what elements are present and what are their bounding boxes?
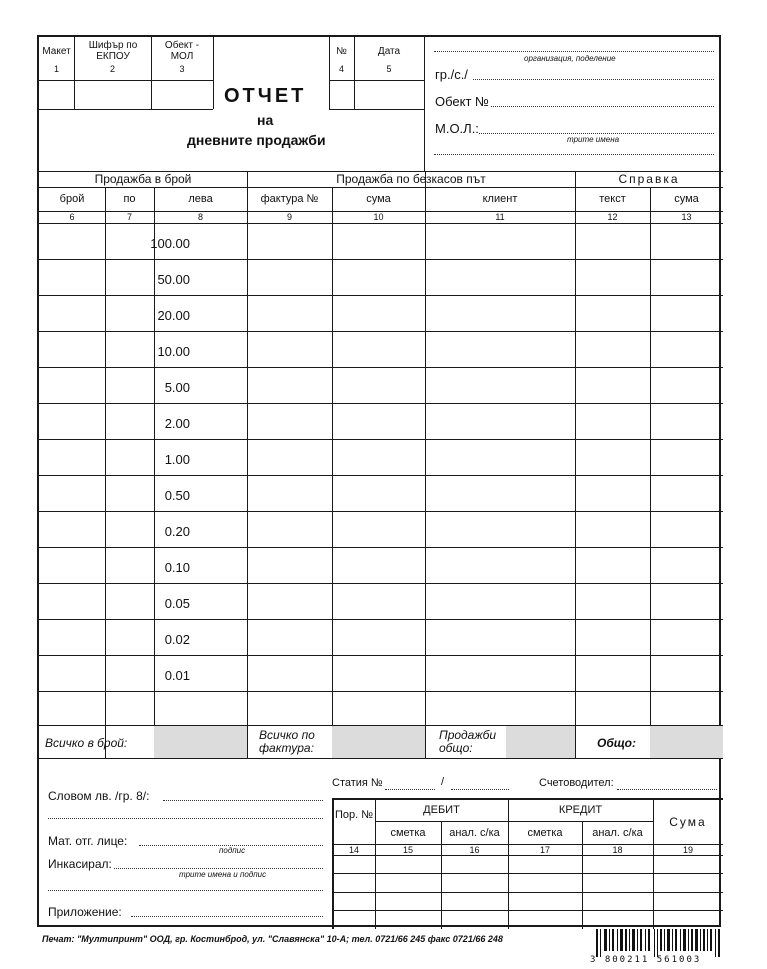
acc-col-num: 17 — [539, 845, 550, 855]
names-sign-caption: трите имена и подпис — [179, 870, 267, 879]
col-amount2: сума — [674, 193, 699, 205]
denomination: 5.00 — [164, 380, 190, 395]
acc-col-num: 14 — [348, 845, 359, 855]
debit-header: ДЕБИТ — [423, 804, 460, 816]
total-sales-field[interactable] — [506, 726, 575, 758]
header-col-num: 5 — [386, 64, 392, 74]
attachment-label: Приложение: — [48, 905, 122, 919]
words-field[interactable] — [163, 800, 323, 801]
credit-header: КРЕДИТ — [558, 804, 603, 816]
acc-no-header: Пор. № — [334, 809, 374, 821]
denomination: 10.00 — [157, 344, 190, 359]
col-num: 8 — [197, 212, 203, 222]
cashier-label: Инкасирал: — [48, 857, 112, 871]
debit-anal: анал. с/ка — [449, 827, 500, 839]
cashier-field[interactable] — [114, 868, 323, 869]
col-amount: сума — [366, 193, 391, 205]
header-col-date: Дата — [377, 46, 401, 57]
sum-header: Сума — [669, 815, 707, 829]
page-subtitle: дневните продажби — [187, 132, 326, 148]
words-label: Словом лв. /гр. 8/: — [48, 789, 150, 803]
printer-footer: Печат: "Мултипринт" ООД, гр. Костинброд, ул. "Славянска" 10-А; тел. 0721/66 245 факс 0721/66 248 — [42, 934, 503, 944]
denomination: 0.01 — [164, 668, 190, 683]
mol-field[interactable] — [479, 133, 714, 134]
article-sep: / — [441, 776, 445, 788]
group-cash: Продажба в брой — [94, 172, 192, 186]
header-col-num: 3 — [179, 64, 185, 74]
names-caption: трите имена — [567, 135, 620, 144]
header-col-num: 4 — [338, 64, 344, 74]
page-title: ОТЧЕТ — [224, 85, 307, 107]
total-cash-label: Всичко в брой: — [45, 736, 128, 750]
denomination: 2.00 — [164, 416, 190, 431]
object-field[interactable] — [491, 106, 714, 107]
total-label: Общо: — [597, 736, 637, 750]
col-num: 7 — [126, 212, 132, 222]
denomination: 50.00 — [157, 272, 190, 287]
acc-col-num: 19 — [682, 845, 693, 855]
total-sales-label: Продажби общо: — [439, 728, 497, 755]
col-num: 13 — [681, 212, 692, 222]
col-leva: лева — [188, 193, 213, 205]
col-num: 9 — [286, 212, 292, 222]
col-num: 10 — [373, 212, 384, 222]
denomination: 0.20 — [164, 524, 190, 539]
col-count: брой — [59, 193, 85, 205]
org-caption: организация, поделение — [524, 54, 616, 63]
mol-label: М.О.Л.: — [435, 121, 479, 136]
group-reference: Справка — [618, 172, 680, 186]
group-noncash: Продажба по безкасов път — [336, 172, 486, 186]
header-col-maket: Макет — [42, 46, 71, 57]
accountant-label: Счетоводител: — [539, 777, 614, 789]
col-text: текст — [599, 193, 626, 205]
barcode-number: 3 800211 561003 — [590, 955, 702, 965]
header-col-no: № — [336, 46, 347, 57]
barcode — [594, 929, 724, 957]
header-col-num: 2 — [109, 64, 115, 74]
col-client: клиент — [482, 193, 518, 205]
mat-person-label: Мат. отг. лице: — [48, 834, 128, 848]
credit-account: сметка — [527, 827, 563, 839]
denomination: 100.00 — [150, 236, 190, 251]
denomination: 1.00 — [164, 452, 190, 467]
denomination: 0.10 — [164, 560, 190, 575]
denomination: 0.02 — [164, 632, 190, 647]
credit-anal: анал. с/ка — [592, 827, 643, 839]
acc-col-num: 16 — [469, 845, 480, 855]
form-frame — [37, 35, 721, 927]
object-label: Обект № — [435, 94, 489, 109]
city-field[interactable] — [473, 79, 714, 80]
page-subtitle: на — [257, 112, 274, 128]
col-invoice: фактура № — [260, 193, 319, 205]
total-field[interactable] — [650, 726, 723, 758]
total-invoice-field[interactable] — [332, 726, 425, 758]
signature-caption: подпис — [219, 846, 246, 855]
debit-account: сметка — [390, 827, 426, 839]
header-col-num: 1 — [53, 64, 59, 74]
col-num: 12 — [607, 212, 618, 222]
header-col-code: Шифър по ЕКПОУ — [88, 40, 138, 62]
attachment-field[interactable] — [131, 916, 323, 917]
header-col-object: Обект - МОЛ — [164, 40, 200, 62]
acc-col-num: 15 — [402, 845, 413, 855]
total-invoice-label: Всичко по фактура: — [259, 728, 315, 755]
total-cash-field[interactable] — [154, 726, 247, 758]
col-num: 11 — [495, 212, 505, 222]
denomination: 20.00 — [157, 308, 190, 323]
acc-col-num: 18 — [612, 845, 623, 855]
denomination: 0.50 — [164, 488, 190, 503]
article-label: Статия № — [332, 777, 383, 789]
city-label: гр./с./ — [435, 67, 468, 82]
col-num: 6 — [69, 212, 75, 222]
denomination: 0.05 — [164, 596, 190, 611]
col-per: по — [123, 193, 136, 205]
